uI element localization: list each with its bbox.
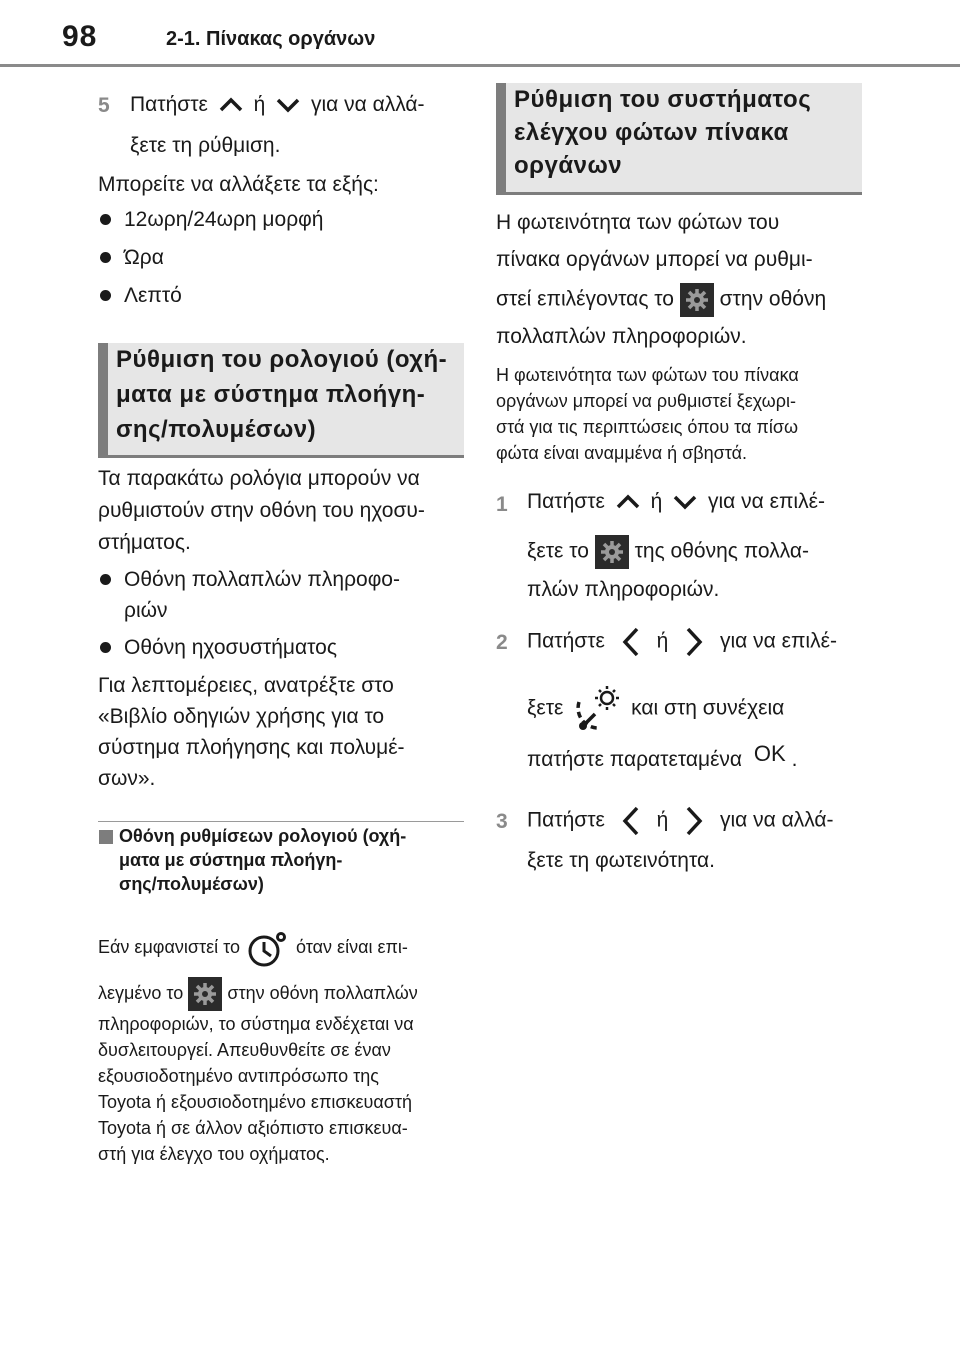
chevron-up-icon <box>214 95 248 115</box>
note-line: Toyota ή εξουσιοδοτημένο επισκευαστή <box>98 1092 412 1112</box>
step-text <box>527 487 825 517</box>
section-divider <box>98 821 464 822</box>
heading-line: Ρύθμιση του ρολογιού (οχή- <box>116 346 448 373</box>
header-divider <box>0 64 960 67</box>
panel-light-icon <box>569 684 625 734</box>
clock-settings-icon <box>245 928 291 968</box>
list-item: Οθόνη πολλαπλών πληροφο- <box>124 568 400 591</box>
paragraph-line: Τα παρακάτω ρολόγια μπορούν να <box>98 467 420 490</box>
section-title: 2-1. Πίνακας οργάνων <box>166 28 376 50</box>
note-line: οργάνων μπορεί να ρυθμιστεί ξεχωρι- <box>496 391 796 411</box>
list-item: ριών <box>124 599 168 622</box>
step-text <box>130 90 425 120</box>
step-text <box>527 684 784 734</box>
note-line <box>98 928 408 968</box>
list-item: Οθόνη ηχοσυστήματος <box>124 636 337 659</box>
step-text-part: και στη συνέχεια <box>631 696 785 720</box>
paragraph-text: στην οθόνη <box>719 287 827 311</box>
step-number: 2 <box>496 631 508 654</box>
note-line: εξουσιοδοτημένο αντιπρόσωπο της <box>98 1066 379 1086</box>
paragraph-line: Για λεπτομέρειες, ανατρέξτε στο <box>98 674 394 697</box>
paragraph-line: ρυθμιστούν στην οθόνη του ηχοσυ- <box>98 499 425 522</box>
note-line: στά για τις περιπτώσεις όπου τα πίσω <box>496 417 799 437</box>
note-text: Εάν εμφανιστεί το <box>98 936 240 957</box>
note-text: στην οθόνη πολλαπλών <box>227 982 418 1003</box>
step-text <box>527 741 798 775</box>
step-text-part: ή <box>656 808 669 832</box>
subheading-line: ματα με σύστημα πλοήγη- <box>119 850 343 870</box>
subheading-line: Οθόνη ρυθμίσεων ρολογιού (οχή- <box>119 826 407 846</box>
chevron-left-icon <box>611 804 651 838</box>
paragraph-line: Η φωτεινότητα των φώτων του <box>496 211 780 234</box>
chevron-left-icon <box>611 625 651 659</box>
note-line: στή για έλεγχο του οχήματος. <box>98 1144 330 1164</box>
heading-line: Ρύθμιση του συστήματος <box>514 86 812 113</box>
chevron-down-icon <box>271 95 305 115</box>
chevron-down-icon <box>668 492 702 512</box>
step-text-part: . <box>791 748 798 771</box>
heading-line: οργάνων <box>514 152 623 179</box>
subheading-marker <box>99 830 113 844</box>
step-text-part: ή <box>253 93 266 116</box>
step-text-part: Πατήστε <box>130 93 208 116</box>
step-text-part: για να αλλά- <box>719 808 834 832</box>
note-text: όταν είναι επι- <box>296 936 408 957</box>
note-line: Η φωτεινότητα των φώτων του πίνακα <box>496 365 799 385</box>
page-number: 98 <box>62 20 98 53</box>
step-number: 5 <box>98 94 110 117</box>
step-number: 3 <box>496 810 508 833</box>
ok-label: OK <box>753 741 786 766</box>
list-item: Λεπτό <box>124 284 182 307</box>
step-text-part: Πατήστε <box>527 808 605 832</box>
step-text-line: ξετε τη φωτεινότητα. <box>527 849 715 872</box>
section-heading-box <box>98 343 464 458</box>
paragraph-line: πίνακα οργάνων μπορεί να ρυθμι- <box>496 248 813 271</box>
note-line: δυσλειτουργεί. Απευθυνθείτε σε έναν <box>98 1040 391 1060</box>
paragraph-text: στεί επιλέγοντας το <box>496 287 674 311</box>
settings-gear-icon <box>595 535 629 569</box>
step-text-part: πατήστε παρατεταμένα <box>527 748 743 771</box>
heading-line: ματα με σύστημα πλοήγη- <box>116 381 426 408</box>
step-text-part: για να επιλέ- <box>719 629 837 653</box>
step-text-part: της οθόνης πολλα- <box>634 539 810 563</box>
step-text-part: για να αλλά- <box>310 93 425 116</box>
bullet <box>100 642 111 653</box>
step-text <box>527 804 834 838</box>
list-item: Ώρα <box>124 246 164 269</box>
bullet <box>100 290 111 301</box>
note-line <box>98 977 418 1011</box>
paragraph-line: σύστημα πλοήγησης και πολυμέ- <box>98 736 405 759</box>
step-text-part: Πατήστε <box>527 629 605 653</box>
heading-line: ελέγχου φώτων πίνακα <box>514 119 789 146</box>
paragraph: Μπορείτε να αλλάξετε τα εξής: <box>98 173 379 196</box>
step-text-part: ή <box>650 490 663 513</box>
step-text <box>527 535 809 569</box>
bullet <box>100 574 111 585</box>
step-text <box>527 625 837 659</box>
note-line: πληροφοριών, το σύστημα ενδέχεται να <box>98 1014 414 1034</box>
step-number: 1 <box>496 493 508 516</box>
chevron-right-icon <box>674 625 714 659</box>
note-line: Toyota ή σε άλλον αξιόπιστο επισκευα- <box>98 1118 408 1138</box>
section-heading-box <box>496 83 862 195</box>
bullet <box>100 214 111 225</box>
note-text: λεγμένο το <box>98 982 184 1003</box>
paragraph-line: σων». <box>98 767 156 790</box>
chevron-up-icon <box>611 492 645 512</box>
step-text-line: ξετε τη ρύθμιση. <box>130 134 281 157</box>
note-line: φώτα είναι αναμμένα ή σβηστά. <box>496 443 748 463</box>
settings-gear-icon <box>680 283 714 317</box>
page-header <box>0 0 960 66</box>
subheading-line: σης/πολυμέσων) <box>119 874 264 894</box>
bullet <box>100 252 111 263</box>
chevron-right-icon <box>674 804 714 838</box>
paragraph-line: στήματος. <box>98 531 191 554</box>
heading-line: σης/πολυμέσων) <box>116 416 317 443</box>
settings-gear-icon <box>188 977 222 1011</box>
paragraph-line: «Βιβλίο οδηγιών χρήσης για το <box>98 705 385 728</box>
paragraph-line <box>496 283 826 317</box>
step-text-part: Πατήστε <box>527 490 605 513</box>
paragraph-line: πολλαπλών πληροφοριών. <box>496 325 747 348</box>
list-item: 12ωρη/24ωρη μορφή <box>124 208 324 231</box>
step-text-line: πλών πληροφοριών. <box>527 578 720 601</box>
step-text-part: ξετε το <box>527 539 589 563</box>
step-text-part: για να επιλέ- <box>707 490 825 513</box>
step-text-part: ξετε <box>527 696 564 720</box>
step-text-part: ή <box>656 629 669 653</box>
